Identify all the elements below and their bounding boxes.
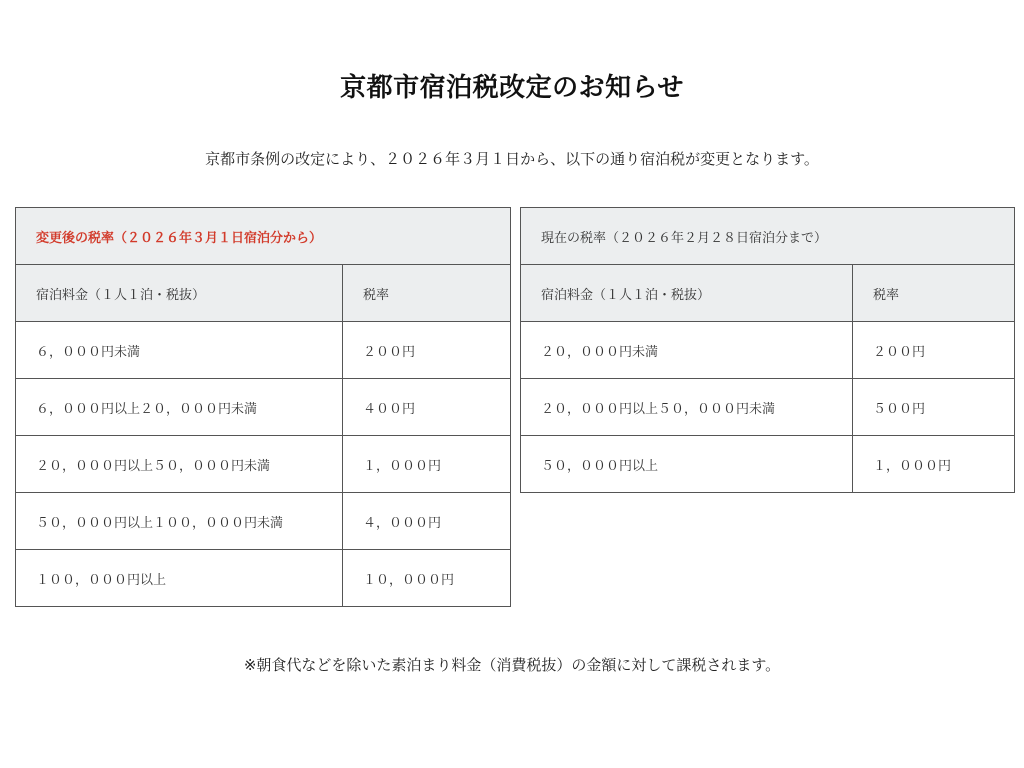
footnote: ※朝食代などを除いた素泊まり料金（消費税抜）の金額に対して課税されます。 — [243, 656, 781, 674]
current-rate-caption-text: 現在の税率（２０２６年２月２８日宿泊分まで） — [541, 230, 828, 246]
table-row — [16, 436, 511, 493]
table-row — [16, 550, 511, 607]
fee-cell: ６，０００円以上２０，０００円未満 — [16, 379, 343, 436]
fee-cell: ５０，０００円以上 — [521, 436, 853, 493]
column-header-fee: 宿泊料金（１人１泊・税抜） — [521, 265, 853, 322]
table-row — [521, 322, 1015, 379]
fee-cell: ２０，０００円以上５０，０００円未満 — [521, 379, 853, 436]
fee-cell: １００，０００円以上 — [16, 550, 343, 607]
new-rate-caption — [16, 208, 511, 265]
table-header-row — [521, 265, 1015, 322]
rate-cell: ４００円 — [343, 379, 511, 436]
rate-cell: １，０００円 — [343, 436, 511, 493]
fee-cell: ２０，０００円未満 — [521, 322, 853, 379]
table-row — [16, 493, 511, 550]
table-header-row — [16, 265, 511, 322]
table-row — [521, 436, 1015, 493]
page-title: 京都市宿泊税改定のお知らせ — [340, 73, 684, 104]
table-caption-row — [521, 208, 1015, 265]
column-header-rate: 税率 — [853, 265, 1015, 322]
current-rate-table — [520, 207, 1015, 493]
table-caption-row — [16, 208, 511, 265]
new-rate-caption-text: 変更後の税率（２０２６年３月１日宿泊分から） — [36, 230, 323, 246]
column-header-rate: 税率 — [343, 265, 511, 322]
table-row — [521, 379, 1015, 436]
new-rate-table — [15, 207, 511, 607]
rate-cell: ４，０００円 — [343, 493, 511, 550]
current-rate-caption — [521, 208, 1015, 265]
fee-cell: ６，０００円未満 — [16, 322, 343, 379]
rate-cell: ２００円 — [853, 322, 1015, 379]
rate-cell: ２００円 — [343, 322, 511, 379]
column-header-fee: 宿泊料金（１人１泊・税抜） — [16, 265, 343, 322]
intro-text: 京都市条例の改定により、２０２６年３月１日から、以下の通り宿泊税が変更となります。 — [205, 150, 819, 168]
fee-cell: ５０，０００円以上１００，０００円未満 — [16, 493, 343, 550]
rate-cell: １０，０００円 — [343, 550, 511, 607]
table-row — [16, 379, 511, 436]
table-row — [16, 322, 511, 379]
rate-cell: ５００円 — [853, 379, 1015, 436]
fee-cell: ２０，０００円以上５０，０００円未満 — [16, 436, 343, 493]
rate-cell: １，０００円 — [853, 436, 1015, 493]
